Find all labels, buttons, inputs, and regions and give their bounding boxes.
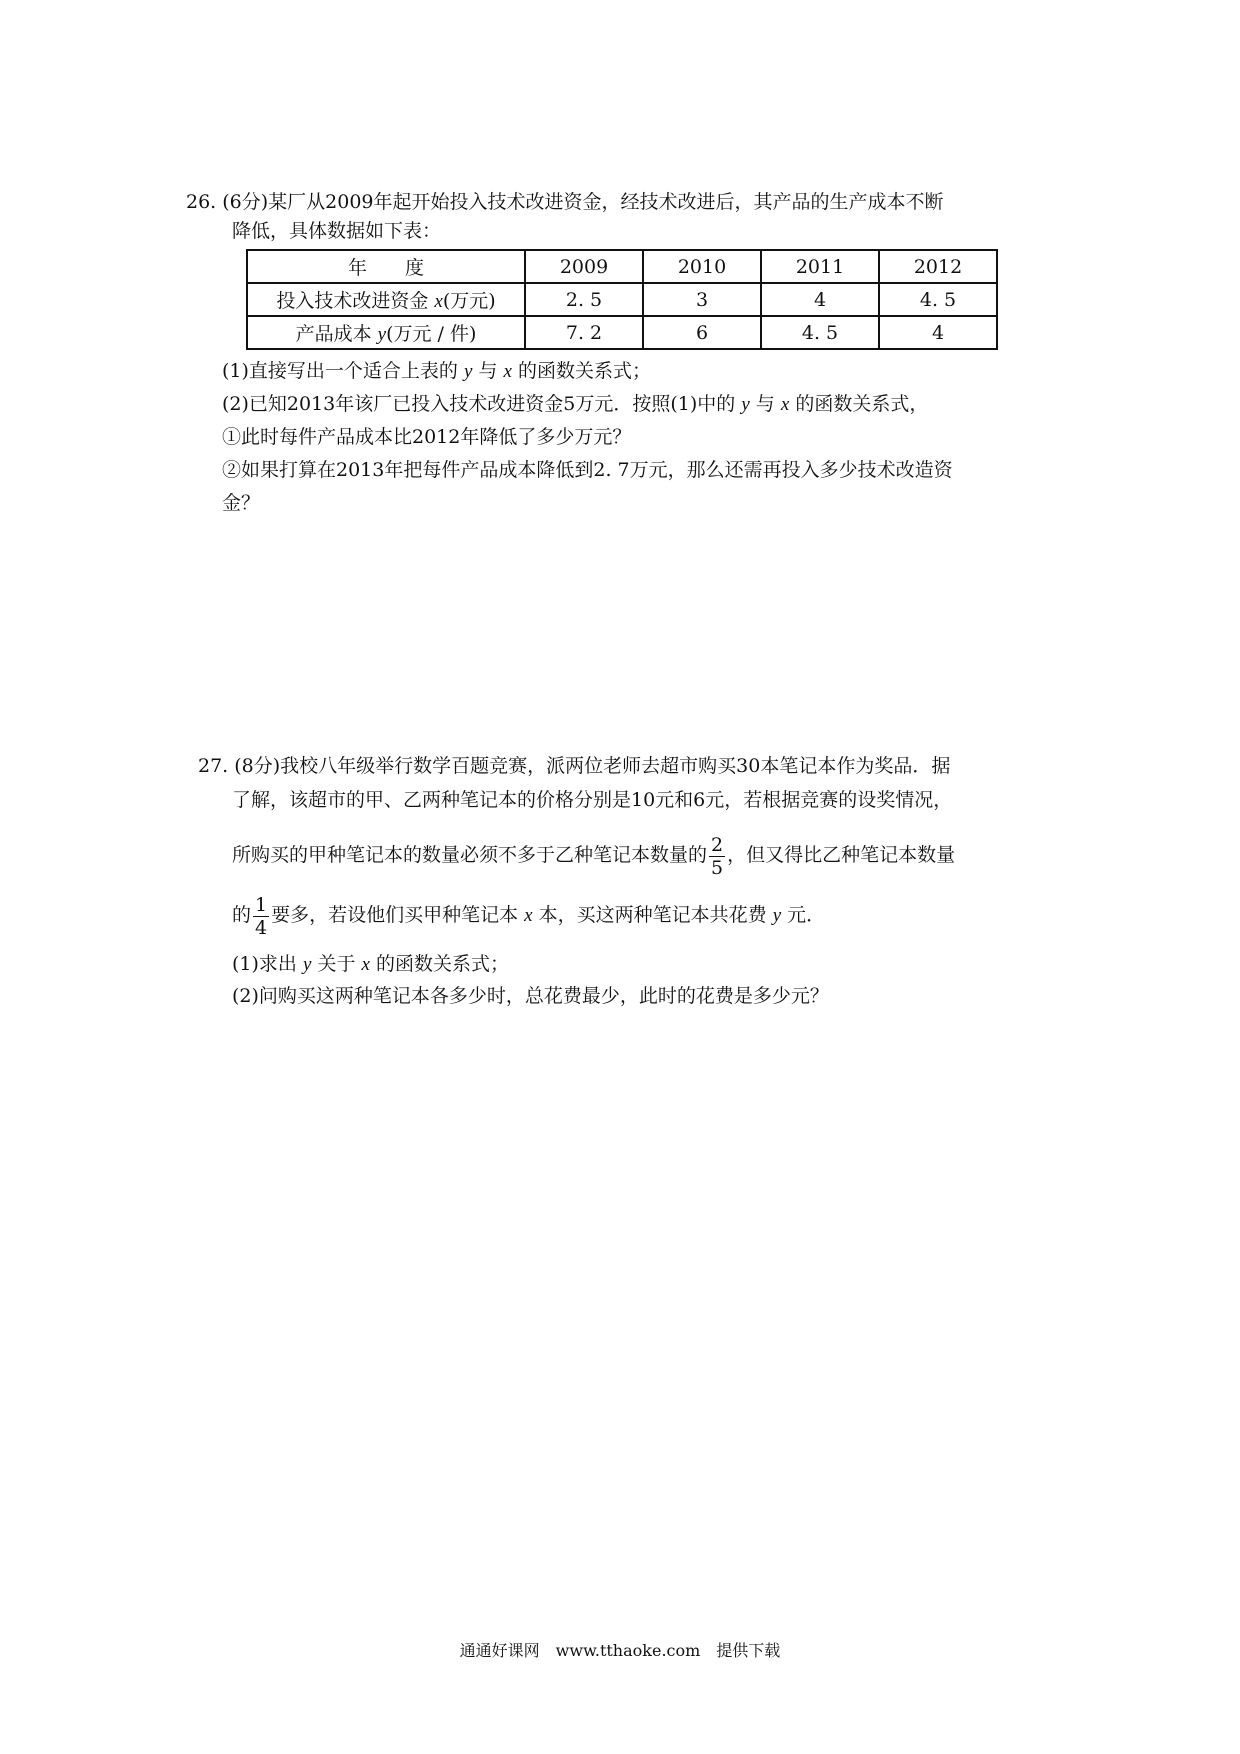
q26-sub2-part2-line2: 金？	[222, 492, 261, 514]
table-cell: 4	[879, 316, 997, 349]
table-row	[247, 316, 997, 349]
table-header-cell: 年 度	[247, 250, 525, 283]
q26-sub2-part2-line1: ②如果打算在2013年把每件产品成本降低到2. 7万元，那么还需再投入多少技术改造资	[222, 459, 953, 481]
q26-sub1: (1)直接写出一个适合上表的 y 与 x 的函数关系式；	[222, 360, 651, 382]
q27-line4: 的 $\frac{1}{4}$ 要多，若设他们买甲种笔记本 x 本，买这两种笔记本共花费 y 元．	[232, 893, 826, 939]
q27-sub1: (1)求出 y 关于 x 的函数关系式；	[232, 953, 509, 975]
table-cell: 4	[761, 283, 879, 316]
table-cell: 2. 5	[525, 283, 643, 316]
table-cell: 4. 5	[879, 283, 997, 316]
table-header-cell: 2011	[761, 250, 879, 283]
page-footer: 通通好课网 www.tthaoke.com 提供下载	[459, 1641, 781, 1660]
q27-sub2: (2)问购买这两种笔记本各多少时，总花费最少，此时的花费是多少元？	[232, 985, 829, 1007]
q26-line1: 26. (6分)某厂从2009年起开始投入技术改进资金，经技术改进后，其产品的生产成本不断	[186, 191, 944, 213]
q26-sub2: (2)已知2013年该厂已投入技术改进资金5万元．按照(1)中的 y 与 x 的函数关系式，	[222, 393, 929, 415]
table-row	[247, 283, 997, 316]
fraction-two-fifths: $\frac{2}{5}$	[711, 833, 724, 879]
table-cell: 7. 2	[525, 316, 643, 349]
q27-line2: 了解，该超市的甲、乙两种笔记本的价格分别是10元和6元，若根据竞赛的设奖情况，	[232, 789, 953, 811]
table-row-label: 产品成本 y(万元 / 件)	[247, 316, 525, 349]
q27-line1: 27. (8分)我校八年级举行数学百题竞赛，派两位老师去超市购买30本笔记本作为奖品．据	[198, 755, 951, 777]
table-cell: 3	[643, 283, 761, 316]
table-header-cell: 2010	[643, 250, 761, 283]
q27-line3: 所购买的甲种笔记本的数量必须不多于乙种笔记本数量的 $\frac{2}{5}$ ，但又得比乙种笔记本数量	[232, 833, 956, 879]
q26-sub2-part1: ①此时每件产品成本比2012年降低了多少万元？	[222, 426, 632, 448]
fraction-one-quarter: $\frac{1}{4}$	[255, 893, 268, 939]
table-header-cell: 2009	[525, 250, 643, 283]
q26-line2: 降低，具体数据如下表：	[232, 220, 442, 242]
table-cell: 4. 5	[761, 316, 879, 349]
q26-data-table	[246, 249, 998, 350]
table-header-row	[247, 250, 997, 283]
table-header-cell: 2012	[879, 250, 997, 283]
table-row-label: 投入技术改进资金 x(万元)	[247, 283, 525, 316]
table-cell: 6	[643, 316, 761, 349]
